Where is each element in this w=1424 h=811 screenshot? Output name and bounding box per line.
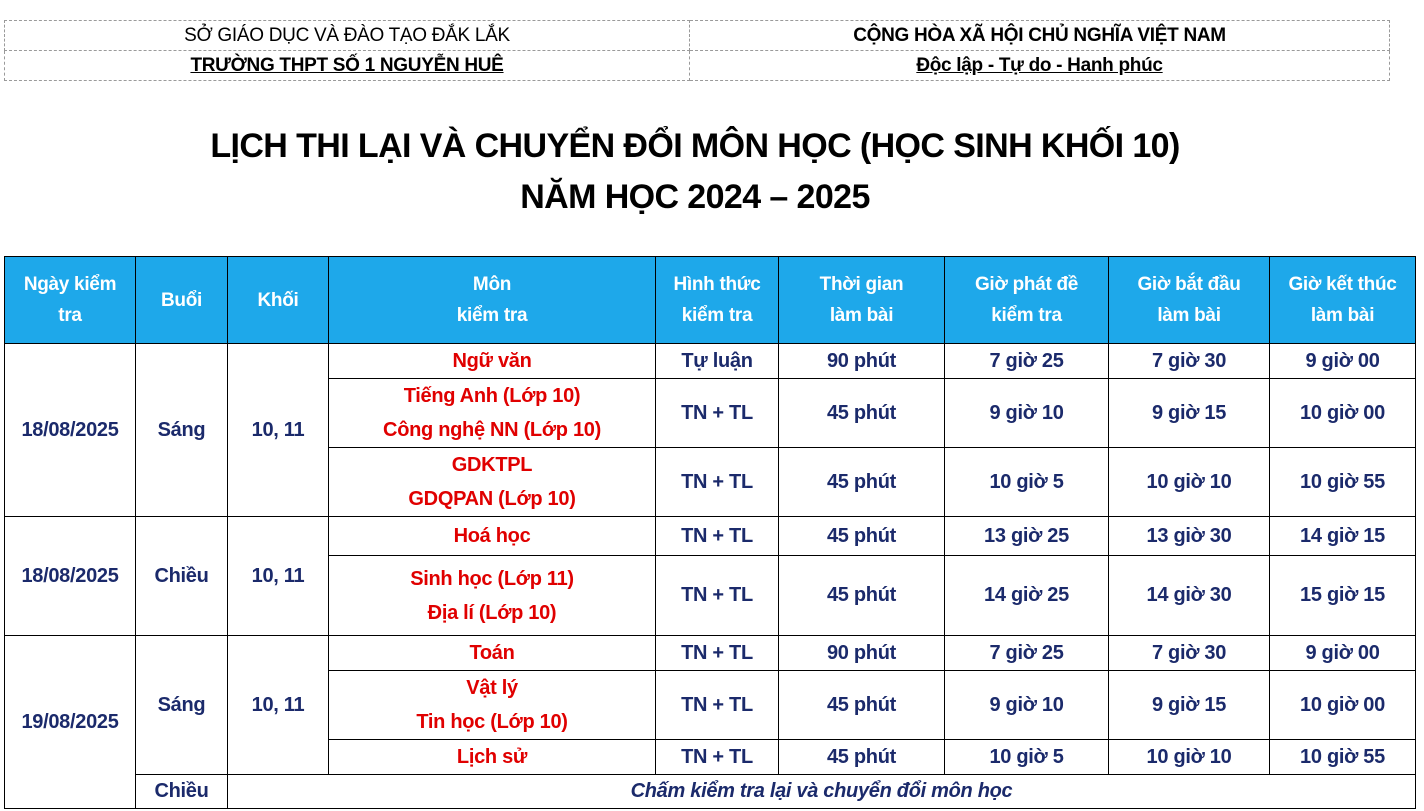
subject-cell: Toán	[329, 636, 656, 671]
table-row	[5, 344, 1416, 379]
subject-cell: GDKTPL GDQPAN (Lớp 10)	[329, 448, 656, 517]
table-row	[5, 775, 1416, 809]
header-date: Ngày kiểm tra	[5, 257, 136, 344]
duration-cell: 90 phút	[779, 636, 945, 671]
handout-time-cell: 14 giờ 25	[945, 556, 1109, 636]
page-subtitle: NĂM HỌC 2024 – 2025	[520, 178, 870, 216]
table-row	[5, 636, 1416, 671]
header-format: Hình thức kiểm tra	[656, 257, 779, 344]
duration-cell: 45 phút	[779, 740, 945, 775]
duration-cell: 45 phút	[779, 448, 945, 517]
format-cell: TN + TL	[656, 448, 779, 517]
handout-time-cell: 10 giờ 5	[945, 448, 1109, 517]
page-title: LỊCH THI LẠI VÀ CHUYỂN ĐỔI MÔN HỌC (HỌC SINH KHỐI 10)	[210, 127, 1180, 165]
subject-cell: Vật lý Tin học (Lớp 10)	[329, 671, 656, 740]
format-cell: TN + TL	[656, 740, 779, 775]
header-subject: Môn kiểm tra	[329, 257, 656, 344]
handout-time-cell: 7 giờ 25	[945, 344, 1109, 379]
start-time-cell: 13 giờ 30	[1109, 517, 1270, 556]
handout-time-cell: 9 giờ 10	[945, 671, 1109, 740]
end-time-cell: 14 giờ 15	[1270, 517, 1416, 556]
subject-cell: Hoá học	[329, 517, 656, 556]
subject-cell: Tiếng Anh (Lớp 10) Công nghệ NN (Lớp 10)	[329, 379, 656, 448]
header-start-time: Giờ bắt đầu làm bài	[1109, 257, 1270, 344]
subject-cell: Ngữ văn	[329, 344, 656, 379]
national-motto: Độc lập - Tự do - Hanh phúc	[916, 55, 1163, 76]
format-cell: TN + TL	[656, 636, 779, 671]
country-name: CỘNG HÒA XÃ HỘI CHỦ NGHĨA VIỆT NAM	[690, 21, 1390, 51]
department-name: SỞ GIÁO DỤC VÀ ĐÀO TẠO ĐẮK LẮK	[5, 21, 690, 51]
exam-grade: 10, 11	[228, 517, 329, 636]
start-time-cell: 10 giờ 10	[1109, 740, 1270, 775]
end-time-cell: 9 giờ 00	[1270, 344, 1416, 379]
duration-cell: 45 phút	[779, 671, 945, 740]
exam-session: Sáng	[136, 636, 228, 775]
end-time-cell: 10 giờ 55	[1270, 448, 1416, 517]
table-row	[5, 517, 1416, 556]
subject-cell: Sinh học (Lớp 11) Địa lí (Lớp 10)	[329, 556, 656, 636]
start-time-cell: 9 giờ 15	[1109, 379, 1270, 448]
start-time-cell: 10 giờ 10	[1109, 448, 1270, 517]
format-cell: TN + TL	[656, 671, 779, 740]
end-time-cell: 10 giờ 00	[1270, 379, 1416, 448]
grading-note: Chấm kiểm tra lại và chuyển đổi môn học	[228, 775, 1416, 809]
header-session: Buổi	[136, 257, 228, 344]
handout-time-cell: 10 giờ 5	[945, 740, 1109, 775]
start-time-cell: 9 giờ 15	[1109, 671, 1270, 740]
duration-cell: 45 phút	[779, 379, 945, 448]
header-handout-time: Giờ phát đề kiểm tra	[945, 257, 1109, 344]
exam-session: Chiều	[136, 517, 228, 636]
end-time-cell: 10 giờ 00	[1270, 671, 1416, 740]
start-time-cell: 7 giờ 30	[1109, 636, 1270, 671]
duration-cell: 45 phút	[779, 556, 945, 636]
document-header	[4, 20, 1390, 81]
exam-date: 19/08/2025	[5, 636, 136, 809]
format-cell: TN + TL	[656, 379, 779, 448]
header-duration: Thời gian làm bài	[779, 257, 945, 344]
duration-cell: 45 phút	[779, 517, 945, 556]
header-grade: Khối	[228, 257, 329, 344]
exam-session: Sáng	[136, 344, 228, 517]
table-header-row	[5, 257, 1416, 344]
exam-date: 18/08/2025	[5, 344, 136, 517]
duration-cell: 90 phút	[779, 344, 945, 379]
handout-time-cell: 7 giờ 25	[945, 636, 1109, 671]
start-time-cell: 14 giờ 30	[1109, 556, 1270, 636]
start-time-cell: 7 giờ 30	[1109, 344, 1270, 379]
exam-grade: 10, 11	[228, 636, 329, 775]
format-cell: TN + TL	[656, 517, 779, 556]
subject-cell: Lịch sử	[329, 740, 656, 775]
format-cell: TN + TL	[656, 556, 779, 636]
handout-time-cell: 13 giờ 25	[945, 517, 1109, 556]
handout-time-cell: 9 giờ 10	[945, 379, 1109, 448]
format-cell: Tự luận	[656, 344, 779, 379]
exam-schedule-table	[4, 256, 1416, 809]
header-end-time: Giờ kết thúc làm bài	[1270, 257, 1416, 344]
exam-session: Chiều	[136, 775, 228, 809]
end-time-cell: 9 giờ 00	[1270, 636, 1416, 671]
exam-date: 18/08/2025	[5, 517, 136, 636]
end-time-cell: 15 giờ 15	[1270, 556, 1416, 636]
school-name: TRƯỜNG THPT SỐ 1 NGUYỄN HUÊ	[190, 55, 504, 76]
end-time-cell: 10 giờ 55	[1270, 740, 1416, 775]
exam-grade: 10, 11	[228, 344, 329, 517]
